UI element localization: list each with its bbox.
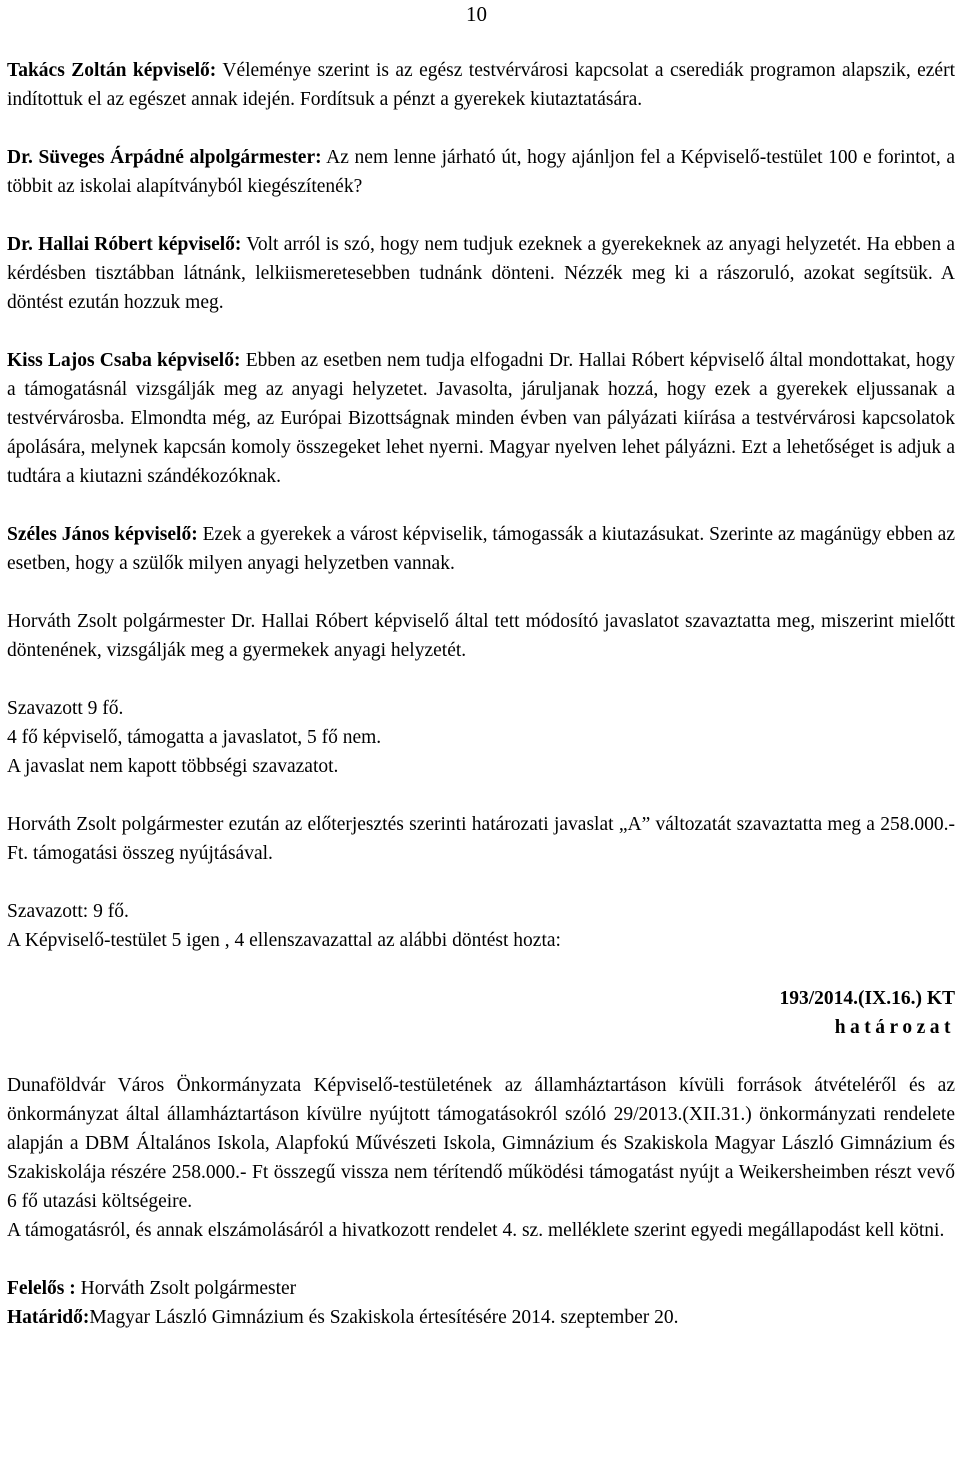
resolution-body: Dunaföldvár Város Önkormányzata Képviselő-testületének az államháztartáson kívüli források átvételéről és az önkormányzat által államháztartáson kívülre nyújtott támogatásokról szóló 29/2013.(XII.31.) önkormányzati rendelete alapján a DBM Általános Iskola, Alapfokú Művészeti Iskola, Gimnázium és Szakiskola Magyar László Gimnázium és Szakiskolája részére 258.000.- Ft összegű vissza nem térítendő működési támogatást nyújt a Weikersheimben részt vevő 6 fő utazási költségeire.	[7, 1075, 955, 1212]
paragraph-kiss	[7, 346, 955, 491]
resolution-body: A támogatásról, és annak elszámolásáról a hivatkozott rendelet 4. sz. melléklete szerint egyedi megállapodást kell kötni.	[7, 1220, 945, 1241]
vote-line: A javaslat nem kapott többségi szavazatot.	[7, 756, 339, 777]
speaker-name: Dr. Süveges Árpádné alpolgármester:	[7, 147, 322, 168]
responsible-label: Felelős :	[7, 1278, 76, 1299]
paragraph-text: Véleménye szerint is az egész testvérvárosi kapcsolat a cserediák programon alapszik, ezért indítottuk el az egészet annak idején. Fordítsuk a pénzt a gyerekek kiutaztatására.	[7, 60, 955, 110]
resolution-heading: határozat	[834, 1017, 955, 1038]
paragraph-suveges	[7, 143, 955, 201]
paragraph-takacs	[7, 56, 955, 114]
speaker-name: Kiss Lajos Csaba képviselő:	[7, 350, 241, 371]
paragraph-text: Volt arról is szó, hogy nem tudjuk ezeknek a gyerekeknek az anyagi helyzetét. Ha ebben a kérdésben tisztábban látnánk, lelkiismeretesebben tudnánk dönteni. Nézzék meg ki a rászoruló, azokat segítsük. A döntést ezután hozzuk meg.	[7, 234, 955, 313]
vote-line: Szavazott 9 fő.	[7, 698, 124, 719]
paragraph-hallai	[7, 230, 955, 317]
deadline-label: Határidő:	[7, 1307, 90, 1328]
resolution-number: 193/2014.(IX.16.) KT	[779, 988, 955, 1009]
responsible-line	[7, 1274, 955, 1303]
speaker-name: Dr. Hallai Róbert képviselő:	[7, 234, 242, 255]
speaker-name: Széles János képviselő:	[7, 524, 198, 545]
paragraph-horvath-vote	[7, 607, 955, 665]
paragraph-szeles	[7, 520, 955, 578]
paragraph-text: Horváth Zsolt polgármester Dr. Hallai Róbert képviselő által tett módosító javaslatot szavaztatta meg, miszerint mielőtt döntenének, vizsgálják meg a gyermekek anyagi helyzetét.	[7, 611, 955, 661]
vote-line: A Képviselő-testület 5 igen , 4 ellenszavazattal az alábbi döntést hozta:	[7, 930, 561, 951]
vote-line: Szavazott: 9 fő.	[7, 901, 129, 922]
proposal-paragraph: Horváth Zsolt polgármester ezután az előterjesztés szerinti határozati javaslat „A” változatát szavaztatta meg a 258.000.- Ft. támogatási összeg nyújtásával.	[7, 814, 955, 864]
vote-line: 4 fő képviselő, támogatta a javaslatot, 5 fő nem.	[7, 727, 382, 748]
speaker-name: Takács Zoltán képviselő:	[7, 60, 217, 81]
paragraph-text: Ezek a gyerekek a várost képviselik, támogassák a kiutazásukat. Szerinte az magánügy ebben az esetben, hogy a szülők milyen anyagi helyzetben vannak.	[7, 524, 955, 574]
page-number: 10	[466, 2, 487, 26]
paragraph-text: Ebben az esetben nem tudja elfogadni Dr. Hallai Róbert képviselő által mondottakat, hogy a támogatásnál vizsgálják meg az anyagi helyzetet. Javasolta, járuljanak hozzá, hogy ezek a gyerekek eljussanak a testvérvárosba. Elmondta még, az Európai Bizottságnak minden évben van pályázati kiírása a testvérvárosi kapcsolatok ápolására, melynek kapcsán komoly összegeket lehet nyerni. Magyar nyelven lehet pályázni. Ezt a lehetőséget is adjuk a tudtára a kiutazni szándékozóknak.	[7, 350, 956, 487]
deadline-value: Magyar László Gimnázium és Szakiskola értesítésére 2014. szeptember 20.	[89, 1307, 679, 1328]
responsible-value: Horváth Zsolt polgármester	[75, 1278, 297, 1299]
paragraph-text: Az nem lenne járható út, hogy ajánljon fel a Képviselő-testület 100 e forintot, a többit az iskolai alapítványból kiegészítenék?	[7, 147, 956, 197]
document-body	[7, 56, 955, 1332]
deadline-line	[7, 1303, 955, 1332]
